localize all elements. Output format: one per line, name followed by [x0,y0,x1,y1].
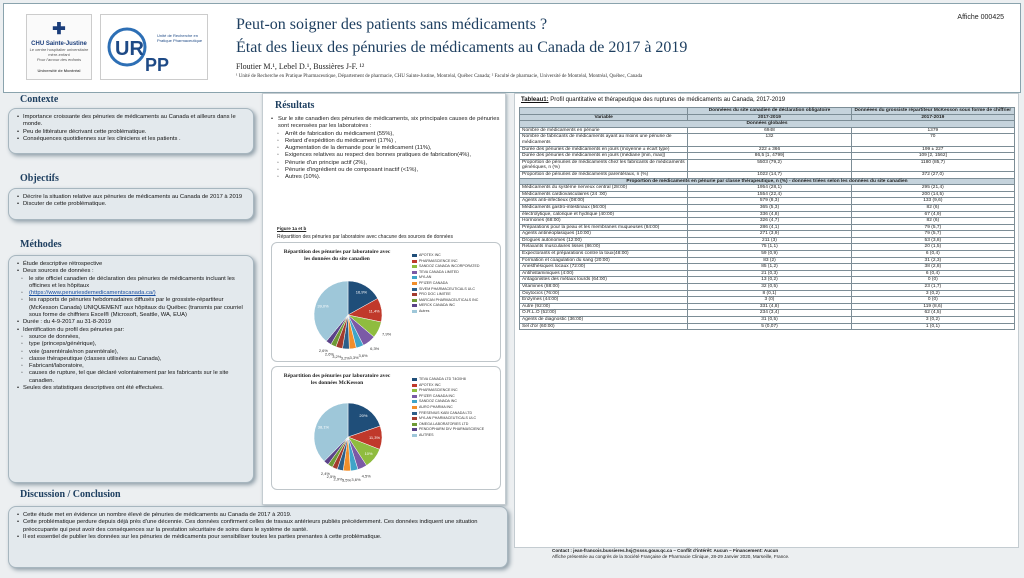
period-mckesson: 2017-2019 [851,114,1014,121]
poster-title-line2: État des lieux des pénuries de médicaments au Canada de 2017 à 2019 [236,39,688,56]
legend-label: Autres [419,308,430,313]
resultats-item: ▫ Exigences relatives au respect des bonnes pratiques de fabrication(4%), [271,152,503,159]
resultats-panel [262,93,506,505]
legend-swatch [412,434,417,437]
row-value: 6948 [688,127,851,134]
row-value: 67 (4,9) [851,211,1014,218]
svg-text:PP: PP [145,55,170,75]
table-row [520,218,1015,225]
row-label: Préparations pour la peau et les membranes muqueuses (84:00) [520,224,688,231]
legend-label: PHARMASCIENCE INC [419,258,458,263]
legend-label: PFIZER CANADA [419,280,448,285]
discussion-box [8,506,508,568]
pie-data-label: 6,3% [370,346,380,352]
pie-data-label: 3,6% [358,352,368,358]
legend-swatch [412,400,417,403]
pie-title-mckesson: Répartition des pénuries par laboratoire avec les données McKesson [283,373,391,386]
row-value: 331 (4,8) [688,303,851,310]
objectifs-box [8,188,254,220]
pie-data-label: 3,5% [341,477,352,483]
row-label: Formation et coagulation du sang (20:00) [520,257,688,264]
contact-line: Contact : jean-francois.bussieres.hsj@ssss.gouv.qc.ca – Conflit d'intérêt: Aucun – Financement: Aucun [552,548,779,553]
table-row [520,284,1015,291]
methodes-item: ▫ les rapports de pénuries hebdomadaires diffusés par le grossiste-répartiteur (McKesson Canada) UNIQUEMENT aux hôpitaux du Québec (transmis par courriel sous forme de chiffriers Excel® (Microsoft, Seattle, WA, EUA) [17,297,245,319]
row-value: 132 [688,134,851,146]
legend-label: MARCAN PHARMACEUTICALS INC [419,297,479,302]
methodes-item: • Durée : du 4-9-2017 au 31-8-2019 [17,319,245,326]
legend-swatch [412,389,417,392]
row-label: Enzymes (44:00) [520,297,688,304]
row-value: 21 (0,3) [688,270,851,277]
pie-data-label: 11,4% [368,308,380,314]
table-caption: Tableau1: Profil quantitative et thérapeutique des ruptures de médicaments au Canada, 2017-2019 [521,97,786,103]
section-row-donnees-globales: Données globales [520,121,1015,128]
legend-swatch [412,428,417,431]
row-value: 579 (8,3) [688,198,851,205]
legend-entry [412,309,498,315]
pie-data-label: 2,5% [326,474,336,480]
legend-label: TEVA CANADA LIMITED [419,269,459,274]
table-row [520,134,1015,146]
legend-swatch [412,299,417,302]
table-row [520,171,1015,178]
source-link[interactable]: (https://www.penuriesdemedicamentscanada.ca/) [29,290,156,297]
contexte-item: • Importance croissante des pénuries de médicaments au Canada et ailleurs dans le monde. [17,114,245,129]
pie-data-label: 16,9% [355,289,368,295]
row-label: Nombre de fabricants de médicaments ayant au moins une pénurie de médicaments [520,134,688,146]
pie-data-label: 20% [359,412,368,418]
table-row [520,251,1015,258]
results-table [519,107,1015,330]
legend-swatch [412,265,417,268]
affiliation: ¹ Unité de Recherche en Pratique Pharmaceutique, Département de pharmacie, CHU Sainte-Justine, Montréal, Québec Canada; ² Faculté de pharmacie, Université de Montréal, Montréal, Québec, Canada [236,74,643,79]
pie-data-label: 11,3% [368,435,381,441]
row-label: Médicaments gastro-intestinaux (56:00) [520,204,688,211]
methodes-item: ▫ Fabricant/laboratoire, [17,363,245,370]
row-value: 336 (4,8) [688,211,851,218]
table-row [520,290,1015,297]
legend-swatch [412,395,417,398]
period-canada: 2017-2019 [688,114,851,121]
methodes-item: ▫ source de données, [17,334,245,341]
resultats-item: • Sur le site canadien des pénuries de médicaments, six principales causes de pénuries sont recensées par les laboratoires : [271,116,503,131]
row-label: Autre (92:00) [520,303,688,310]
legend-label: SANDOZ CANADA INCORPORATED [419,264,480,269]
pie-legend-canada [412,253,498,315]
row-value: 32 (0,5) [688,284,851,291]
row-label: Durée des pénuries de médicaments en jours (moyenne ± écart type) [520,146,688,153]
authors: Floutier M.¹, Lebel D.¹, Bussières J-F. ¹² [236,62,365,71]
table-row [520,277,1015,284]
row-label: Agents anti-infectieux (08:00) [520,198,688,205]
row-label: Nombre de médicaments en pénurie [520,127,688,134]
methodes-item: ▫ type (princeps/générique), [17,341,245,348]
row-value: 0 (0) [851,297,1014,304]
section-title-contexte: Contexte [20,94,59,105]
row-label: Hormones (68:00) [520,218,688,225]
legend-entry [412,433,498,439]
row-value: 5 (0,07) [688,323,851,330]
row-value: 70 [851,134,1014,146]
table-row [520,317,1015,324]
row-value: 3 (0,2) [851,317,1014,324]
pie-chart-card-mckesson [271,366,501,490]
row-value: 6 (0,4) [851,270,1014,277]
pie-title-canada: Répartition des pénuries par laboratoire avec les données du site canadien [283,249,391,262]
row-value: 31 (2,3) [851,257,1014,264]
row-value: 222 ± 366 [688,146,851,153]
row-value: 1554 (22,4) [688,191,851,198]
legend-label: PENDOPHARM DIV PHARMASCIENCE [419,427,485,432]
row-value: 79 (5,7) [851,224,1014,231]
section-row-classes: Proportion de médicaments en pénurie par classe thérapeutique, n (%) - données triées selon les données du site canadien [520,178,1015,185]
table-row [520,303,1015,310]
row-label: Antihistaminiques (4:00) [520,270,688,277]
row-value: 365 (5,3) [688,204,851,211]
row-value: 200 (14,5) [851,191,1014,198]
row-value: 109 [2, 1562] [851,153,1014,160]
legend-swatch [412,378,417,381]
legend-swatch [412,260,417,263]
row-value: 234 (3,4) [688,310,851,317]
row-value: 1379 [851,127,1014,134]
row-value: 82 (6) [851,204,1014,211]
row-label: Proportion de pénuries de médicaments chez les fabricants de médicaments génériques, n (%) [520,159,688,171]
objectifs-item: • Discuter de cette problématique. [17,201,245,208]
legend-label: PHARMASCIENCE INC [419,388,458,393]
legend-label: MERCK CANADA INC [419,303,455,308]
resultats-item: ▫ Retard d'expédition du médicament (17%) , [271,138,503,145]
table-row [520,191,1015,198]
table-row [520,211,1015,218]
table-row [520,237,1015,244]
table-row [520,159,1015,171]
col-header-canada: Donnéees du site canadien de déclaration obligatoire [688,108,851,115]
table-row [520,185,1015,192]
table-row [520,297,1015,304]
row-value: 53 (3,8) [851,237,1014,244]
urpp-logo [100,14,208,80]
legend-label: MYLAN PHARMACEUTICALS ULC [419,416,477,421]
legend-swatch [412,276,417,279]
discussion-item: • Cette problématique perdure depuis déjà près d'une décennie. Ces données confirment celles de travaux antérieurs publiés précédemment. Ces données indiquent une situation préoccupante qui peut avoir des conséquences sur la prestation sécuritaire de soins dans le système de santé. [17,519,499,534]
row-value: 0 (0) [851,277,1014,284]
resultats-item: ▫ Autres (10%). [271,174,503,181]
legend-label: PFIZER CANADA INC [419,393,455,398]
row-value: 295 (21,4) [851,185,1014,192]
col-header-mckesson: Donnéees du grossiste répartiteur McKesson sous forme de chiffrier [851,108,1014,115]
row-label: Agents de diagnostic (36:00) [520,317,688,324]
row-value: 85 (1,2) [688,264,851,271]
row-label: O.R.L.O (52:00) [520,310,688,317]
pie-data-label: 3,6% [351,476,361,482]
row-label: Médicaments cardiovasculaires (24 :00) [520,191,688,198]
table-row [520,323,1015,330]
legend-swatch [412,293,417,296]
methodes-item: • Seules des statistiques descriptives ont été effectuées. [17,385,245,392]
pie-data-label: 2,6% [324,351,335,357]
discussion-item: • Il est essentiel de publier les données sur les pénuries de médicaments pour sensibiliser toutes les parties prenantes à cette problématique. [17,534,499,541]
section-title-objectifs: Objectifs [20,173,59,184]
row-value: 13 (0,2) [688,277,851,284]
methodes-item: • Étude descriptive rétrospective [17,261,245,268]
pie-data-label: 10% [364,451,373,457]
table-row [520,146,1015,153]
objectifs-item: • Décrire la situation relative aux pénuries de médicaments au Canada de 2017 à 2019 [17,194,245,201]
legend-label: SIVEM PHARMACEUTICALS ULC [419,286,475,291]
table-row [520,257,1015,264]
row-value: 23 (1,7) [851,284,1014,291]
methodes-item: ▫ le site officiel canadien de déclaration des pénuries de médicaments incluant les officines et les hôpitaux [17,276,245,291]
legend-label: APOTEX INC [419,253,441,257]
pie-chart-canada [280,263,410,361]
row-value: 3 (0,2) [851,290,1014,297]
row-value: 133 (9,6) [851,198,1014,205]
figure-title: Figure 1a et b [277,226,307,231]
legend-swatch [412,304,417,307]
svg-text:UR: UR [115,38,144,60]
row-value: 286 (4,1) [688,224,851,231]
resultats-item: ▫ Arrêt de fabrication du médicament (55%), [271,131,503,138]
legend-label: PRO DOC LIMITEE [419,292,451,297]
row-value: 326 (4,7) [688,218,851,225]
pie-chart-mckesson [280,387,410,487]
table-row [520,231,1015,238]
contexte-box [8,108,254,154]
legend-label: AUTRES [419,432,434,437]
section-title-methodes: Méthodes [20,239,62,250]
methodes-item[interactable] [17,290,245,297]
row-label: Expectorants et préparations contre la toux(48:00) [520,251,688,258]
methodes-item: • Deux sources de données : [17,268,245,275]
resultats-item: ▫ Pénurie d'ingrédient ou de composant inactif (<1%), [271,167,503,174]
row-label: Anesthésiques locaux (72:00) [520,264,688,271]
legend-swatch [412,406,417,409]
legend-label: OMEGA LABORATORIES LTD [419,421,469,426]
row-label: Proportion de pénuries de médicaments parentéraux, n (%) [520,171,688,178]
row-value: 5503 (79,2) [688,159,851,171]
tableau-panel [514,93,1019,548]
row-value: 86,5 [1, 4799] [688,153,851,160]
resultats-list [271,116,503,182]
table-row [520,264,1015,271]
row-value: 372 (27,0) [851,171,1014,178]
section-title-discussion: Discussion / Conclusion [20,489,121,500]
row-label: Oxytocics (76:00) [520,290,688,297]
pie-data-label: 3,2% [332,354,342,360]
row-value: 38 (2,8) [851,264,1014,271]
legend-label: TEVA CANADA LTD T4G0H8 [419,377,466,381]
row-label: Relaxants musculaires lisses (86:00) [520,244,688,251]
legend-label: AURO PHARMA INC [419,404,453,409]
table-row [520,310,1015,317]
row-value: 31 (0,5) [688,317,851,324]
row-value: 199 ± 227 [851,146,1014,153]
row-value: 75 (1,1) [688,244,851,251]
urpp-logo-subtitle: Unité de Recherche en Pratique Pharmaceutique [157,33,203,43]
methodes-item: ▫ classe thérapeutique (classes utilisées au Canada), [17,356,245,363]
figure-description: Répartition des pénuries par laboratoire avec chacune des sources de données [277,234,453,240]
methodes-box [8,255,254,483]
legend-swatch [412,282,417,285]
poster-number: Affiche 000425 [957,14,1004,21]
contact-footer [552,548,1012,560]
table-row [520,204,1015,211]
table-row [520,153,1015,160]
methodes-item: • Identification du profil des pénuries par: [17,327,245,334]
legend-swatch [412,423,417,426]
row-value: 1180 (85,7) [851,159,1014,171]
legend-label: FRESENIUS KABI CANADA LTD [419,410,473,415]
legend-swatch [412,288,417,291]
row-value: 82 (6) [851,218,1014,225]
legend-swatch [412,271,417,274]
row-value: 6 (0,4) [851,251,1014,258]
row-value: 83 (2) [688,257,851,264]
methodes-item: ▫ voie (parentérale/non parentérale), [17,349,245,356]
congress-line: Affiche présentée au congrès de la Société Française de Pharmacie Clinique, 28-29 Janvier 2020, Marseille, France. [552,554,790,559]
row-value: 20 (1,5) [851,244,1014,251]
chu-sainte-justine-logo: ✚ CHU Sainte-Justine Le centre hospitalier universitaire mère-enfant Pour l'amour des enfants Université de Montréal [26,14,92,80]
row-label: Vitamines (88:00) [520,284,688,291]
legend-label: SANDOZ CANADA INC [419,399,457,404]
row-value: 62 (4,5) [851,310,1014,317]
legend-swatch [412,310,417,313]
pie-data-label: 39,0% [317,303,329,309]
pie-data-label: 2,6% [318,347,328,353]
pie-data-label: 3,2% [340,355,350,361]
pie-data-label: 2,9% [333,476,343,482]
row-value: 59 (0,9) [688,251,851,258]
legend-swatch [412,412,417,415]
row-value: 1954 (28,1) [688,185,851,192]
row-value: 3 (0) [688,297,851,304]
contexte-item: • Conséquences quotidiennes sur les cliniciens et les patients . [17,136,245,143]
resultats-item: ▫ Augmentation de la demande pour le médicament (11%), [271,145,503,152]
row-value: 271 (3,9) [688,231,851,238]
row-label: Durée des pénuries de médicaments en jours (médiane [min, max]) [520,153,688,160]
row-value: 1022 (14,7) [688,171,851,178]
row-value: 1 (0,1) [851,323,1014,330]
section-title-resultats: Résultats [275,100,315,111]
poster-header [3,3,1021,93]
legend-swatch [412,254,417,257]
table-row [520,127,1015,134]
legend-swatch [412,384,417,387]
row-value: 8 (0,1) [688,290,851,297]
pie-chart-card-canada [271,242,501,362]
legend-swatch [412,417,417,420]
table-row [520,198,1015,205]
contexte-item: • Peu de littérature décrivant cette problématique. [17,129,245,136]
row-label: Drogues autonomes (12:00) [520,237,688,244]
pie-data-label: 2,4% [320,471,330,477]
poster-title-line1: Peut-on soigner des patients sans médicaments ? [236,16,548,33]
row-label: électrolytique, calorique et hydrique (40:00) [520,211,688,218]
pie-legend-mckesson [412,377,498,439]
row-value: 119 (8,6) [851,303,1014,310]
pie-data-label: 38,1% [317,424,330,430]
row-label: Médicaments du système nerveux central (28:00) [520,185,688,192]
table-row [520,270,1015,277]
table-row [520,224,1015,231]
legend-label: APOTEX INC [419,382,441,387]
resultats-item: ▫ Pénurie d'un principe actif (2%), [271,160,503,167]
row-label: Agents antinéoplasiques (10:00) [520,231,688,238]
pie-data-label: 7,9% [382,331,392,337]
legend-label: MYLAN [419,275,432,280]
table-row [520,244,1015,251]
pie-data-label: 4,5% [361,473,371,479]
row-label: Sel d'or (60:00) [520,323,688,330]
methodes-item: ▫ causes de rupture, tel que déclaré volontairement par les fabricants sur le site canadien. [17,370,245,385]
pie-data-label: 3,3% [349,355,359,361]
discussion-item: • Cette étude met en évidence un nombre élevé de pénuries de médicaments au Canada de 2017 à 2019. [17,512,499,519]
row-label: Antagonistes des métaux lourds (64:00) [520,277,688,284]
row-value: 79 (5,7) [851,231,1014,238]
row-value: 211 (3) [688,237,851,244]
col-header-variable: Variable [520,114,688,121]
